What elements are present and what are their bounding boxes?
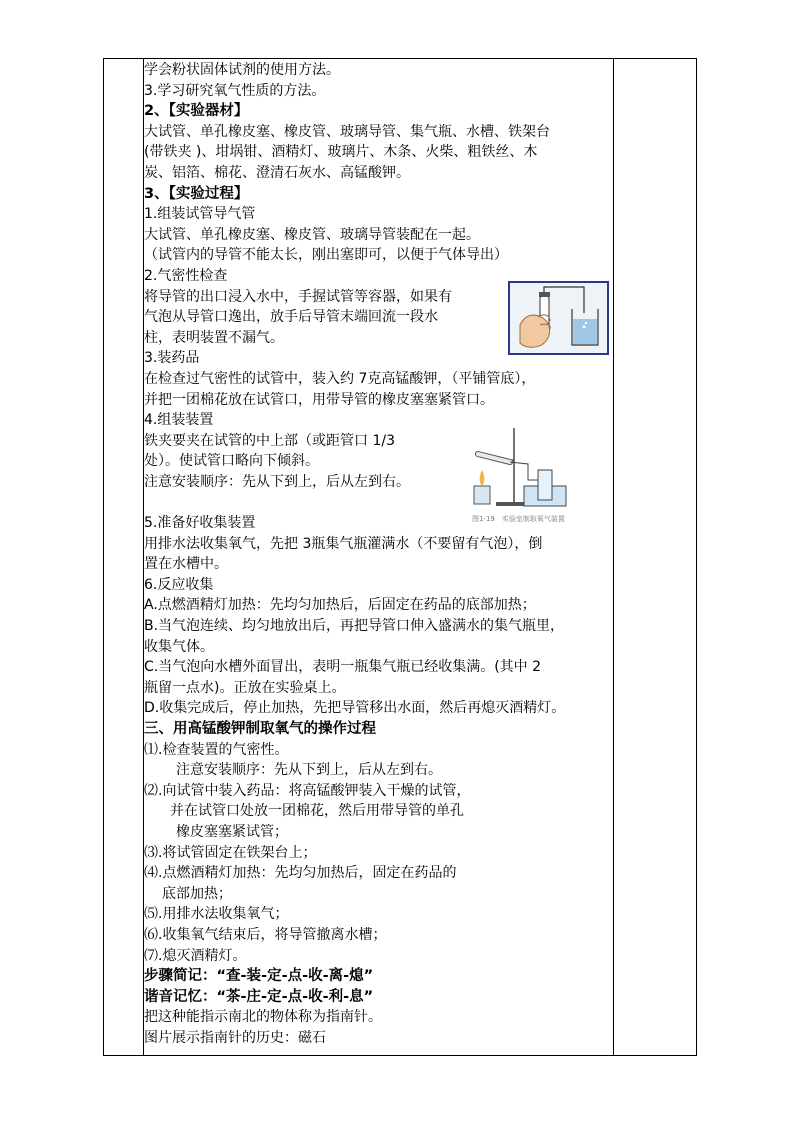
text-line: 铁夹要夹在试管的中上部（或距管口 1/3 — [144, 432, 395, 449]
column-divider-right — [613, 59, 614, 1055]
text-line: ⑶.将试管固定在铁架台上； — [144, 844, 317, 861]
text-line: 置在水槽中。 — [144, 556, 228, 573]
text-line: ⑹.收集氧气结束后，将导管撤离水槽； — [144, 926, 387, 943]
text-line: A.点燃酒精灯加热：先均匀加热后，后固定在药品的底部加热； — [144, 597, 536, 614]
section-heading: 三、用高锰酸钾制取氧气的操作过程 — [144, 721, 376, 737]
text-line: 用排水法收集氧气，先把 3瓶集气瓶灌满水（不要留有气泡），倒 — [144, 535, 543, 552]
text-line: 2.气密性检查 — [144, 267, 228, 284]
text-line: 气泡从导管口逸出，放手后导管末端回流一段水 — [144, 309, 438, 326]
text-line: 将导管的出口浸入水中，手握试管等容器，如果有 — [144, 288, 452, 305]
section-heading: 步骤简记：“查-装-定-点-收-离-熄” — [144, 968, 374, 985]
text-line: 并在试管口处放一团棉花，然后用带导管的单孔 — [170, 803, 464, 820]
section-heading: 3、【实验过程】 — [144, 185, 249, 202]
text-line: ⑷.点燃酒精灯加热：先均匀加热后，固定在药品的 — [144, 865, 457, 882]
text-line: （试管内的导管不能太长，刚出塞即可，以便于气体导出） — [144, 247, 508, 264]
section-heading: 谐音记忆：“茶-庄-定-点-收-利-息” — [144, 988, 374, 1005]
text-line: 并把一团棉花放在试管口，用带导管的橡皮塞塞紧管口。 — [144, 391, 494, 408]
text-line: ⑺.熄灭酒精灯。 — [144, 947, 247, 964]
text-line: 图片展示指南针的历史：磁石 — [144, 1029, 326, 1046]
text-line: D.收集完成后，停止加热，先把导管移出水面，然后再熄灭酒精灯。 — [144, 700, 566, 717]
text-line: 处）。使试管口略向下倾斜。 — [144, 453, 319, 470]
text-line: 柱，表明装置不漏气。 — [144, 329, 284, 346]
text-line: 把这种能指示南北的物体称为指南针。 — [144, 1009, 382, 1026]
text-line: 炭、铝箔、棉花、澄清石灰水、高锰酸钾。 — [144, 164, 410, 181]
text-line: 学会粉状固体试剂的使用方法。 — [144, 62, 340, 78]
text-line: 收集气体。 — [144, 638, 214, 655]
text-line: 6.反应收集 — [144, 576, 214, 593]
text-line: (带铁夹 )、坩埚钳、酒精灯、玻璃片、木条、火柴、粗铁丝、木 — [144, 144, 538, 161]
text-line: ⑴.检查装置的气密性。 — [144, 741, 289, 758]
text-line: ⑵.向试管中装入药品：将高锰酸钾装入干燥的试管， — [144, 782, 471, 799]
text-line: 底部加热； — [162, 885, 232, 902]
text-line: 1.组装试管导气管 — [144, 206, 256, 223]
text-line: 注意安装顺序：先从下到上，后从左到右。 — [144, 473, 410, 490]
lesson-content — [144, 60, 612, 1049]
text-line: 4.组装装置 — [144, 412, 214, 429]
text-line: 大试管、单孔橡皮塞、橡皮管、玻璃导管、集气瓶、水槽、铁架台 — [144, 123, 550, 140]
text-line: 在检查过气密性的试管中，装入约 7克高锰酸钾，（平铺管底）， — [144, 370, 536, 387]
text-line: C.当气泡向水槽外面冒出，表明一瓶集气瓶已经收集满。(其中 2 — [144, 659, 542, 676]
text-line: 3.学习研究氧气性质的方法。 — [144, 82, 326, 99]
text-line: 橡皮塞塞紧试管； — [176, 823, 288, 840]
section-heading: 2、【实验器材】 — [144, 103, 249, 120]
text-line: 大试管、单孔橡皮塞、橡皮管、玻璃导管装配在一起。 — [144, 226, 480, 243]
airtightness-check-figure — [508, 281, 609, 355]
text-line: 5.准备好收集装置 — [144, 515, 256, 532]
text-line: ⑸.用排水法收集氧气； — [144, 906, 289, 923]
text-line: 注意安装顺序：先从下到上，后从左到右。 — [176, 762, 442, 779]
oxygen-apparatus-figure — [466, 424, 568, 526]
figure-caption: 图1-19 实验室制取氧气装置 — [472, 515, 565, 523]
text-line: 瓶留一点水)。正放在实验桌上。 — [144, 679, 346, 696]
text-line: B.当气泡连续、均匀地放出后，再把导管口伸入盛满水的集气瓶里， — [144, 618, 565, 635]
text-line: 3.装药品 — [144, 350, 200, 367]
